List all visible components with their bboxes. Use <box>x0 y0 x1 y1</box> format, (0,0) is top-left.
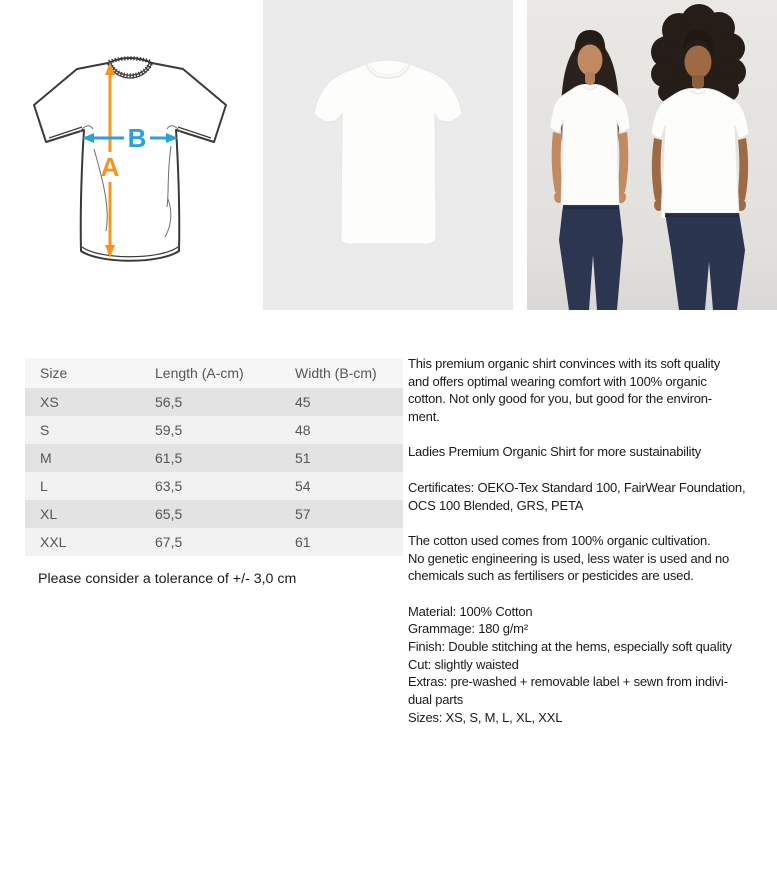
size-table <box>25 358 403 556</box>
description-paragraph <box>408 479 777 514</box>
label-b: B <box>127 123 147 153</box>
two-models-image <box>527 0 777 310</box>
description-line: ment. <box>408 409 440 425</box>
description-line: chemicals such as fertilisers or pesticides are used. <box>408 568 694 584</box>
description-line: Sizes: XS, S, M, L, XL, XXL <box>408 709 563 725</box>
size-table-row <box>25 388 403 416</box>
description-line: Ladies Premium Organic Shirt for more sustainability <box>408 444 702 460</box>
cell-size: XL <box>40 506 58 522</box>
cell-length: 65,5 <box>155 506 183 522</box>
cell-width: 54 <box>295 478 311 494</box>
cell-length: 59,5 <box>155 422 183 438</box>
description-paragraph <box>408 355 777 426</box>
column-header-size: Size <box>25 358 155 388</box>
cell-width: 48 <box>295 422 311 438</box>
size-table-header-row <box>25 358 403 388</box>
description-line: Cut: slightly waisted <box>408 656 519 672</box>
cell-size: XS <box>40 394 59 410</box>
description-paragraph <box>408 443 777 461</box>
description-line: This premium organic shirt convinces with its soft quality <box>408 356 721 371</box>
cell-width: 51 <box>295 450 311 466</box>
description-line: cotton. Not only good for you, but good for the environ- <box>408 391 712 407</box>
size-table-row <box>25 472 403 500</box>
cell-size: S <box>40 422 50 438</box>
label-a: A <box>100 152 120 182</box>
size-table-row <box>25 416 403 444</box>
cell-length: 61,5 <box>155 450 183 466</box>
description-paragraph <box>408 532 777 585</box>
cell-width: 61 <box>295 534 311 550</box>
size-table-body <box>25 388 403 556</box>
models-photo <box>527 0 777 310</box>
tolerance-note: Please consider a tolerance of +/- 3,0 cm <box>38 571 297 587</box>
cell-size: M <box>40 450 52 466</box>
description-line: Certificates: OEKO-Tex Standard 100, FairWear Foundation, <box>408 479 746 495</box>
cell-size: XXL <box>40 534 67 550</box>
description-line: dual parts <box>408 692 464 708</box>
description-line: Grammage: 180 g/m² <box>408 621 528 637</box>
cell-length: 67,5 <box>155 534 183 550</box>
description-line: No genetic engineering is used, less water is used and no <box>408 550 730 566</box>
cell-width: 45 <box>295 394 311 410</box>
cell-size: L <box>40 478 48 494</box>
description-paragraph <box>408 603 777 727</box>
cell-length: 56,5 <box>155 394 183 410</box>
description-line: Extras: pre-washed + removable label + sewn from indivi- <box>408 674 728 690</box>
tshirt-outline <box>34 58 226 261</box>
description-line: and offers optimal wearing comfort with 100% organic <box>408 373 707 389</box>
column-header-length: Length (A-cm) <box>155 358 295 388</box>
tshirt-diagram-icon <box>20 48 240 280</box>
size-table-row <box>25 528 403 556</box>
description-line: The cotton used comes from 100% organic cultivation. <box>408 532 711 548</box>
cell-width: 57 <box>295 506 311 522</box>
column-header-width: Width (B-cm) <box>295 358 403 388</box>
tshirt-measurement-diagram <box>20 48 240 280</box>
description <box>408 355 777 744</box>
size-table-row <box>25 444 403 472</box>
tshirt-silhouette <box>314 60 462 244</box>
description-line: Finish: Double stitching at the hems, especially soft quality <box>408 639 732 654</box>
description-line: Material: 100% Cotton <box>408 603 533 619</box>
description-line: OCS 100 Blended, GRS, PETA <box>408 497 584 513</box>
white-tshirt-image <box>263 0 513 310</box>
size-table-row <box>25 500 403 528</box>
product-photo <box>263 0 513 310</box>
cell-length: 63,5 <box>155 478 183 494</box>
